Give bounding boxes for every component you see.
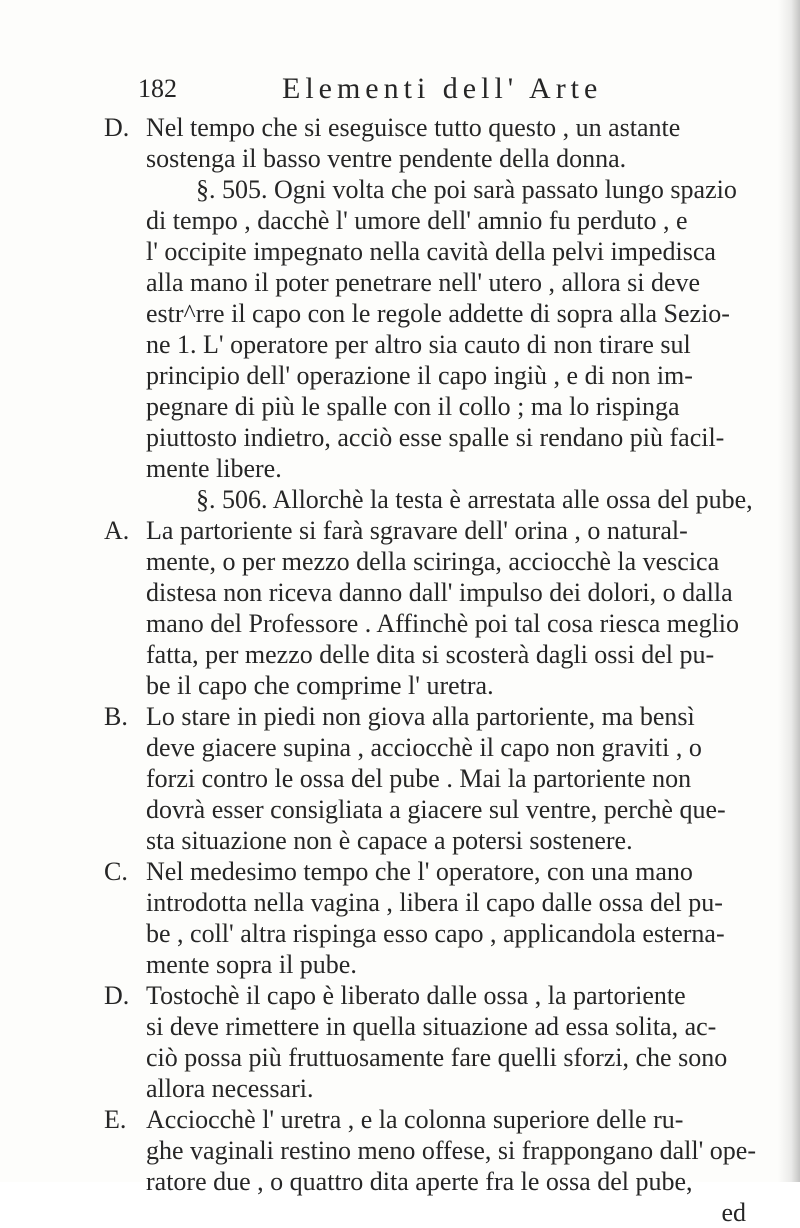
text-line: mano del Professore . Affinchè poi tal cosa riesca meglio — [146, 609, 740, 638]
margin-letter: D. — [104, 981, 130, 1010]
text-line: ratore due , o quattro dita aperte fra le ossa del pube, — [146, 1167, 693, 1196]
text-line: sta situazione non è capace a potersi sostenere. — [146, 826, 633, 855]
text-line — [104, 856, 770, 887]
running-title: Elementi dell' Arte — [282, 72, 603, 105]
text-line — [104, 980, 770, 1011]
text-line: di tempo , dacchè l' umore dell' amnio fu perduto , e — [146, 206, 688, 235]
text-line: ne 1. L' operatore per altro sia cauto di non tirare sul — [146, 330, 691, 359]
body-text — [104, 112, 770, 1228]
text-line — [104, 515, 770, 546]
text-line: mente, o per mezzo della sciringa, acciocchè la vescica — [146, 547, 720, 576]
margin-letter: C. — [104, 857, 128, 886]
text-line: principio dell' operazione il capo ingiù , e di non im- — [146, 361, 693, 390]
text-line: mente libere. — [146, 454, 282, 483]
line-text: Nel tempo che si eseguisce tutto questo , un astante — [146, 113, 681, 142]
text-line: pegnare di più le spalle con il collo ; ma lo rispinga — [146, 392, 680, 421]
line-text: Lo stare in piedi non giova alla partoriente, ma bensì — [146, 702, 695, 731]
text-line: distesa non riceva danno dall' impulso dei dolori, o dalla — [146, 578, 733, 607]
margin-letter: B. — [104, 702, 128, 731]
margin-letter: A. — [104, 516, 130, 545]
line-text: La partoriente si farà sgravare dell' orina , o natural- — [146, 516, 688, 545]
text-line: §. 506. Allorchè la testa è arrestata alle ossa del pube, — [196, 485, 753, 514]
text-line — [104, 1104, 770, 1135]
text-line: mente sopra il pube. — [146, 950, 357, 979]
text-line — [104, 112, 770, 143]
page-edge-shadow — [778, 0, 800, 1182]
text-line: sostenga il basso ventre pendente della donna. — [146, 144, 627, 173]
text-line: alla mano il poter penetrare nell' utero , allora si deve — [146, 268, 701, 297]
margin-letter: D. — [104, 113, 130, 142]
text-line: allora necessari. — [146, 1074, 314, 1103]
text-line: piuttosto indietro, acciò esse spalle si rendano più facil- — [146, 423, 725, 452]
text-line: deve giacere supina , acciocchè il capo non graviti , o — [146, 733, 702, 762]
text-line: ciò possa più fruttuosamente fare quelli sforzi, che sono — [146, 1043, 728, 1072]
text-line: be , coll' altra rispinga esso capo , applicandola esterna- — [146, 919, 725, 948]
text-line: si deve rimettere in quella situazione ad essa solita, ac- — [146, 1012, 717, 1041]
text-line: §. 505. Ogni volta che poi sarà passato lungo spazio — [196, 175, 737, 204]
line-text: Nel medesimo tempo che l' operatore, con una mano — [146, 857, 693, 886]
margin-letter: E. — [104, 1105, 127, 1134]
text-line: forzi contro le ossa del pube . Mai la partoriente non — [146, 764, 692, 793]
page-header — [138, 72, 778, 112]
text-line: l' occipite impegnato nella cavità della pelvi impedisca — [146, 237, 716, 266]
text-line: ghe vaginali restino meno offese, si frappongano dall' ope- — [146, 1136, 756, 1165]
text-line: be il capo che comprime l' uretra. — [146, 671, 494, 700]
text-line: dovrà esser consigliata a giacere sul ventre, perchè que- — [146, 795, 726, 824]
text-line: estr^rre il capo con le regole addette di sopra alla Sezio- — [146, 299, 730, 328]
line-text: Acciocchè l' uretra , e la colonna superiore delle ru- — [146, 1105, 684, 1134]
text-line: fatta, per mezzo delle dita si scosterà dagli ossi del pu- — [146, 640, 715, 669]
catchword: ed — [721, 1198, 746, 1227]
text-line: introdotta nella vagina , libera il capo dalle ossa del pu- — [146, 888, 723, 917]
line-text: Tostochè il capo è liberato dalle ossa , la partoriente — [146, 981, 686, 1010]
text-line — [104, 701, 770, 732]
page-number: 182 — [138, 74, 177, 103]
